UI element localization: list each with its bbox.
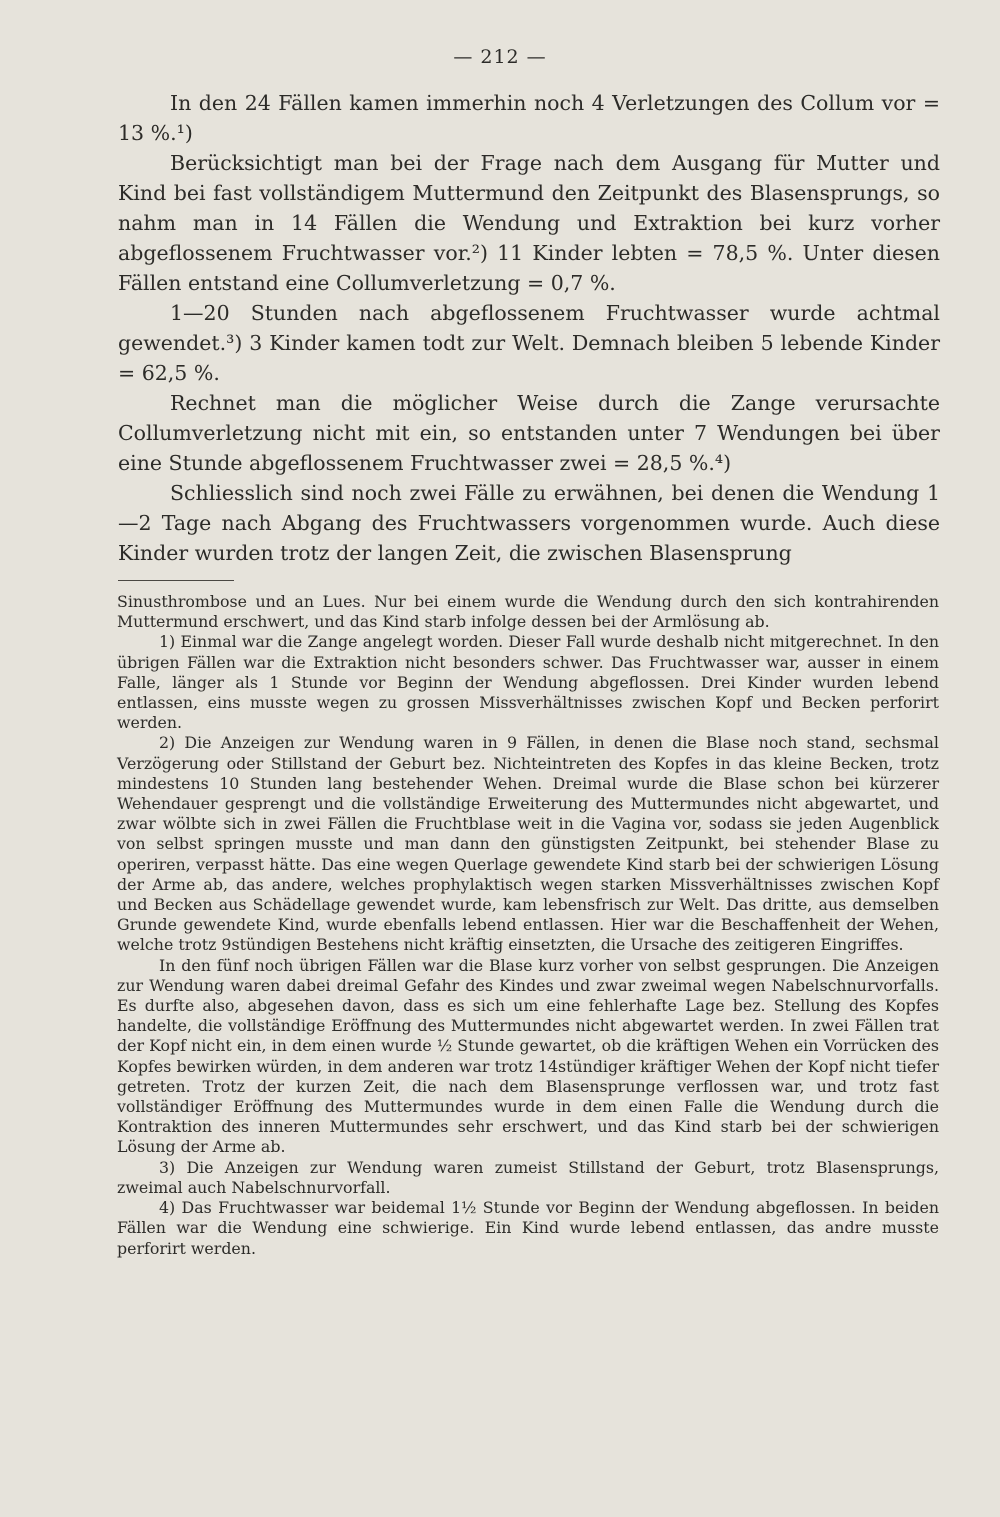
footnote-divider [118,580,234,581]
paragraph: Rechnet man die möglicher Weise durch die Zange verursachte Collumverletzung nicht mit ein, so entstanden unter 7 Wendungen bei über eine Stunde abgeflossenem Fruchtwasser zwei = 28,5 %.⁴) [118,391,940,475]
footnote-4: 4) Das Fruchtwasser war beidemal 1½ Stunde vor Beginn der Wendung abgeflossen. In beiden Fällen war die Wendung eine schwierige. Ein Kind wurde lebend entlassen, das andre musste perforirt werden. [117,1198,939,1258]
footnote-3: 3) Die Anzeigen zur Wendung waren zumeist Stillstand der Geburt, trotz Blasensprungs, zweimal auch Nabelschnurvorfall. [117,1157,939,1197]
paragraph: Berücksichtigt man bei der Frage nach dem Ausgang für Mutter und Kind bei fast vollständigem Muttermund den Zeitpunkt des Blasensprungs, so nahm man in 14 Fällen die Wendung und Extraktion bei kurz vorher abgeflossenem Fruchtwasser vor.²) 11 Kinder lebten = 78,5 %. Unter diesen Fällen entstand eine Collumverletzung = 0,7 %. [118,151,940,295]
main-text [118,88,940,568]
paragraph: 1—20 Stunden nach abgeflossenem Fruchtwasser wurde achtmal gewendet.³) 3 Kinder kamen todt zur Welt. Demnach bleiben 5 lebende Kinder = 62,5 %. [118,301,940,385]
paragraph: Schliesslich sind noch zwei Fälle zu erwähnen, bei denen die Wendung 1—2 Tage nach Abgang des Fruchtwassers vorgenommen wurde. Auch diese Kinder wurden trotz der langen Zeit, die zwischen Blasensprung [118,481,940,565]
footnotes [117,592,939,1259]
footnote-continuation: Sinusthrombose und an Lues. Nur bei einem wurde die Wendung durch den sich kontrahirenden Muttermund erschwert, und das Kind starb infolge dessen bei der Armlösung ab. [117,592,939,632]
page-number: — 212 — [453,46,547,68]
footnote-1: 1) Einmal war die Zange angelegt worden. Dieser Fall wurde deshalb nicht mitgerechnet. In den übrigen Fällen war die Extraktion nicht besonders schwer. Das Fruchtwasser war, ausser in einem Falle, länger als 1 Stunde vor Beginn der Wendung abgeflossen. Drei Kinder wurden lebend entlassen, eins musste wegen zu grossen Missverhältnisses zwischen Kopf und Becken perforirt werden. [117,632,939,733]
footnote-2-continued: In den fünf noch übrigen Fällen war die Blase kurz vorher von selbst gesprungen. Die Anzeigen zur Wendung waren dabei dreimal Gefahr des Kindes und zwar zweimal wegen Nabelschnurvorfalls. Es durfte also, abgesehen davon, dass es sich um eine fehlerhafte Lage bez. Stellung des Kopfes handelte, die vollständige Eröffnung des Muttermundes nicht abgewartet werden. In zwei Fällen trat der Kopf nicht ein, in dem einen wurde ½ Stunde gewartet, ob die kräftigen Wehen ein Vorrücken des Kopfes bewirken würden, in dem anderen war trotz 14stündiger kräftiger Wehen der Kopf nicht tiefer getreten. Trotz der kurzen Zeit, die nach dem Blasensprunge verflossen war, und trotz fast vollständiger Eröffnung des Muttermundes wurde in dem einen Falle die Wendung durch die Kontraktion des inneren Muttermundes sehr erschwert, und das Kind starb bei der schwierigen Lösung der Arme ab. [117,955,939,1157]
footnote-2: 2) Die Anzeigen zur Wendung waren in 9 Fällen, in denen die Blase noch stand, sechsmal Verzögerung oder Stillstand der Geburt bez. Nichteintreten des Kopfes in das kleine Becken, trotz mindestens 10 Stunden lang bestehender Wehen. Dreimal wurde die Blase schon bei kürzerer Wehendauer gesprengt und die vollständige Erweiterung des Muttermundes nicht abgewartet, und zwar wölbte sich in zwei Fällen die Fruchtblase weit in die Vagina vor, sodass sie jeden Augenblick von selbst springen musste und man dann den günstigsten Zeitpunkt, bei stehender Blase zu operiren, verpasst hätte. Das eine wegen Querlage gewendete Kind starb bei der schwierigen Lösung der Arme ab, das andere, welches prophylaktisch wegen starken Missverhältnisses zwischen Kopf und Becken aus Schädellage gewendet wurde, kam lebensfrisch zur Welt. Das dritte, aus demselben Grunde gewendete Kind, wurde ebenfalls lebend entlassen. Hier war die Beschaffenheit der Wehen, welche trotz 9stündigen Bestehens nicht kräftig einsetzten, die Ursache des zeitigeren Eingriffes. [117,733,939,955]
paragraph: In den 24 Fällen kamen immerhin noch 4 Verletzungen des Collum vor = 13 %.¹) [118,91,940,145]
